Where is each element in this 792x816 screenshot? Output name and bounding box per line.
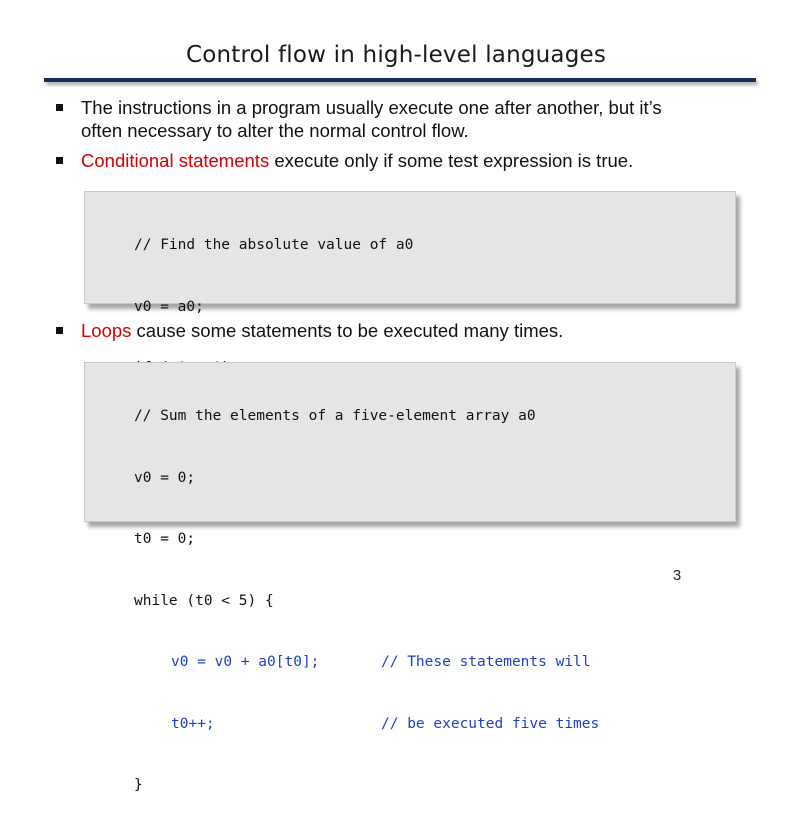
code-comment: // be executed five times — [381, 715, 600, 732]
highlight-term: Loops — [81, 320, 132, 341]
code-line: // Find the absolute value of a0 — [134, 237, 414, 253]
code-line: t0++; // be executed five times — [134, 714, 536, 735]
bullet-square-icon — [56, 157, 63, 164]
code-line: v0 = v0 + a0[t0]; // These statements will — [134, 652, 536, 673]
bullet-text — [81, 149, 716, 172]
highlight-term: Conditional statements — [81, 150, 270, 171]
code-block-loop — [134, 365, 600, 816]
bullet-loops — [56, 319, 716, 342]
bullet-square-icon — [56, 104, 63, 111]
code-comment: // These statements will — [381, 654, 591, 670]
bullet-rest: cause some statements to be executed many times. — [131, 320, 564, 341]
page-number: 3 — [672, 567, 682, 584]
code-line: // Sum the elements of a five-element array a0 — [134, 408, 536, 424]
slide-title: Control flow in high-level languages — [185, 42, 607, 68]
bullet-instructions — [56, 96, 716, 142]
bullet-conditional — [56, 149, 716, 172]
code-line: v0 = 0; — [134, 469, 196, 486]
code-line: v0 = a0; — [134, 298, 204, 315]
bullet-rest: execute only if some test expression is true. — [269, 150, 634, 171]
code-line: t0 = 0; — [134, 531, 196, 547]
code-line: } — [134, 777, 143, 793]
bullet-text — [81, 319, 716, 342]
title-underline — [44, 78, 756, 82]
bullet-text-line2: often necessary to alter the normal control flow. — [81, 120, 469, 141]
bullet-square-icon — [56, 327, 63, 334]
code-line: while (t0 < 5) { — [134, 592, 274, 609]
bullet-text-line1: The instructions in a program usually execute one after another, but it’s — [81, 97, 662, 118]
